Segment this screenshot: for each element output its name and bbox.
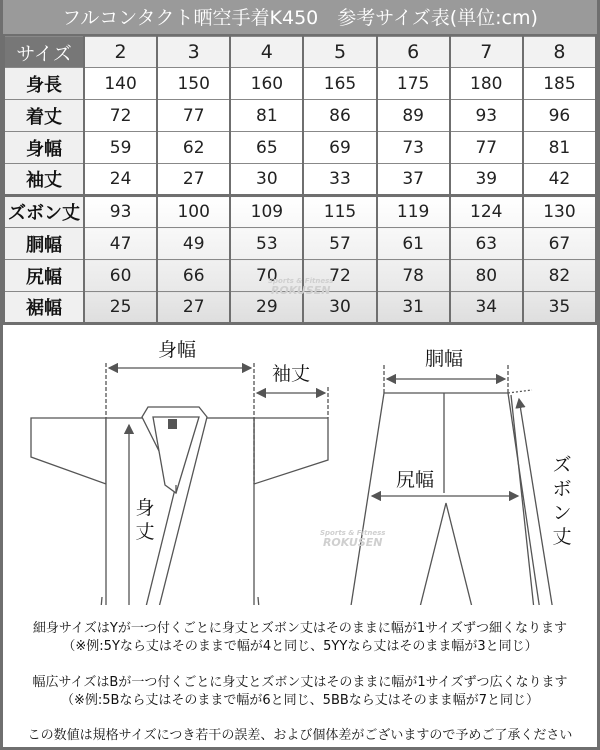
- table-cell: 61: [377, 228, 450, 260]
- note-slim-size: 細身サイズはYが一つ付くごとに身丈とズボン丈はそのままに幅が1サイズずつ細くなります: [32, 621, 568, 636]
- table-cell: 185: [523, 68, 596, 100]
- label-hip-width: 尻幅: [395, 469, 435, 491]
- table-cell: 53: [230, 228, 303, 260]
- size-header-cell: 4: [230, 37, 303, 68]
- table-cell: 89: [377, 100, 450, 132]
- row-label: 胴幅: [4, 228, 84, 260]
- watermark-logo: Sports & Fitness ROKUSEN: [320, 529, 386, 549]
- table-cell: 100: [157, 196, 230, 228]
- table-cell: 130: [523, 196, 596, 228]
- note-wide-example: （※例:5Bなら丈はそのままで幅が6と同じ、5BBなら丈はそのまま幅が7と同じ）: [60, 693, 540, 708]
- table-cell: 39: [450, 164, 523, 196]
- label-body-length-2: 丈: [135, 521, 155, 543]
- table-cell: 66: [157, 260, 230, 292]
- table-cell: 67: [523, 228, 596, 260]
- table-cell: 175: [377, 68, 450, 100]
- table-cell: 24: [84, 164, 157, 196]
- table-cell: 81: [523, 132, 596, 164]
- table-cell: 49: [157, 228, 230, 260]
- table-cell: 42: [523, 164, 596, 196]
- table-cell: 165: [303, 68, 376, 100]
- label-sleeve-length: 袖丈: [271, 363, 311, 385]
- label-pants-length-3: ン: [552, 502, 572, 524]
- table-cell: 57: [303, 228, 376, 260]
- label-body-length-1: 身: [135, 497, 155, 519]
- table-cell: 69: [303, 132, 376, 164]
- table-cell: 73: [377, 132, 450, 164]
- table-cell: 62: [157, 132, 230, 164]
- row-label: 身長: [4, 68, 84, 100]
- table-cell: 27: [157, 164, 230, 196]
- watermark-logo: Sports & Fitness ROKUSEN: [268, 277, 334, 297]
- table-cell: 31: [377, 292, 450, 324]
- table-cell: 96: [523, 100, 596, 132]
- row-label: 尻幅: [4, 260, 84, 292]
- size-header-cell: 3: [157, 37, 230, 68]
- note-wide-size: 幅広サイズはBが一つ付くごとに身丈とズボン丈はそのままに幅が1サイズずつ広くなります: [32, 675, 568, 690]
- table-cell: 27: [157, 292, 230, 324]
- table-cell: 180: [450, 68, 523, 100]
- size-header-cell: 2: [84, 37, 157, 68]
- table-cell: 160: [230, 68, 303, 100]
- row-label: 着丈: [4, 100, 84, 132]
- table-cell: 93: [450, 100, 523, 132]
- table-cell: 70: [230, 260, 303, 292]
- table-cell: 81: [230, 100, 303, 132]
- table-cell: 115: [303, 196, 376, 228]
- table-cell: 35: [523, 292, 596, 324]
- table-cell: 119: [377, 196, 450, 228]
- size-chart-title: フルコンタクト晒空手着K450 参考サイズ表(単位:cm): [0, 0, 600, 36]
- table-cell: 82: [523, 260, 596, 292]
- row-label: ズボン丈: [4, 196, 84, 228]
- note-slim-example: （※例:5Yなら丈はそのままで幅が4と同じ、5YYなら丈はそのまま幅が3と同じ）: [62, 639, 538, 654]
- table-cell: 86: [303, 100, 376, 132]
- table-cell: 93: [84, 196, 157, 228]
- note-disclaimer: この数値は規格サイズにつき若干の誤差、および個体差がございますので予めご了承ください: [27, 728, 573, 743]
- size-header-cell: 5: [303, 37, 376, 68]
- label-pants-length-1: ズ: [552, 454, 572, 476]
- size-header-cell: 8: [523, 37, 596, 68]
- table-cell: 60: [84, 260, 157, 292]
- table-cell: 78: [377, 260, 450, 292]
- table-cell: 77: [450, 132, 523, 164]
- table-cell: 47: [84, 228, 157, 260]
- table-cell: 25: [84, 292, 157, 324]
- size-header-cell: 6: [377, 37, 450, 68]
- table-cell: 124: [450, 196, 523, 228]
- table-cell: 77: [157, 100, 230, 132]
- label-pants-length-4: 丈: [552, 526, 572, 548]
- table-cell: 30: [303, 292, 376, 324]
- label-waist-width: 胴幅: [424, 348, 464, 370]
- table-cell: 140: [84, 68, 157, 100]
- row-label: 裾幅: [4, 292, 84, 324]
- header-label: サイズ: [4, 37, 84, 68]
- size-header-cell: 7: [450, 37, 523, 68]
- row-label: 身幅: [4, 132, 84, 164]
- table-cell: 33: [303, 164, 376, 196]
- row-label: 袖丈: [4, 164, 84, 196]
- table-cell: 37: [377, 164, 450, 196]
- table-cell: 34: [450, 292, 523, 324]
- table-cell: 65: [230, 132, 303, 164]
- table-cell: 80: [450, 260, 523, 292]
- table-cell: 30: [230, 164, 303, 196]
- label-pants-length-2: ボ: [552, 478, 572, 500]
- table-cell: 59: [84, 132, 157, 164]
- table-cell: 63: [450, 228, 523, 260]
- table-cell: 72: [303, 260, 376, 292]
- table-cell: 72: [84, 100, 157, 132]
- label-body-width: 身幅: [157, 339, 197, 361]
- table-cell: 150: [157, 68, 230, 100]
- table-cell: 29: [230, 292, 303, 324]
- table-cell: 109: [230, 196, 303, 228]
